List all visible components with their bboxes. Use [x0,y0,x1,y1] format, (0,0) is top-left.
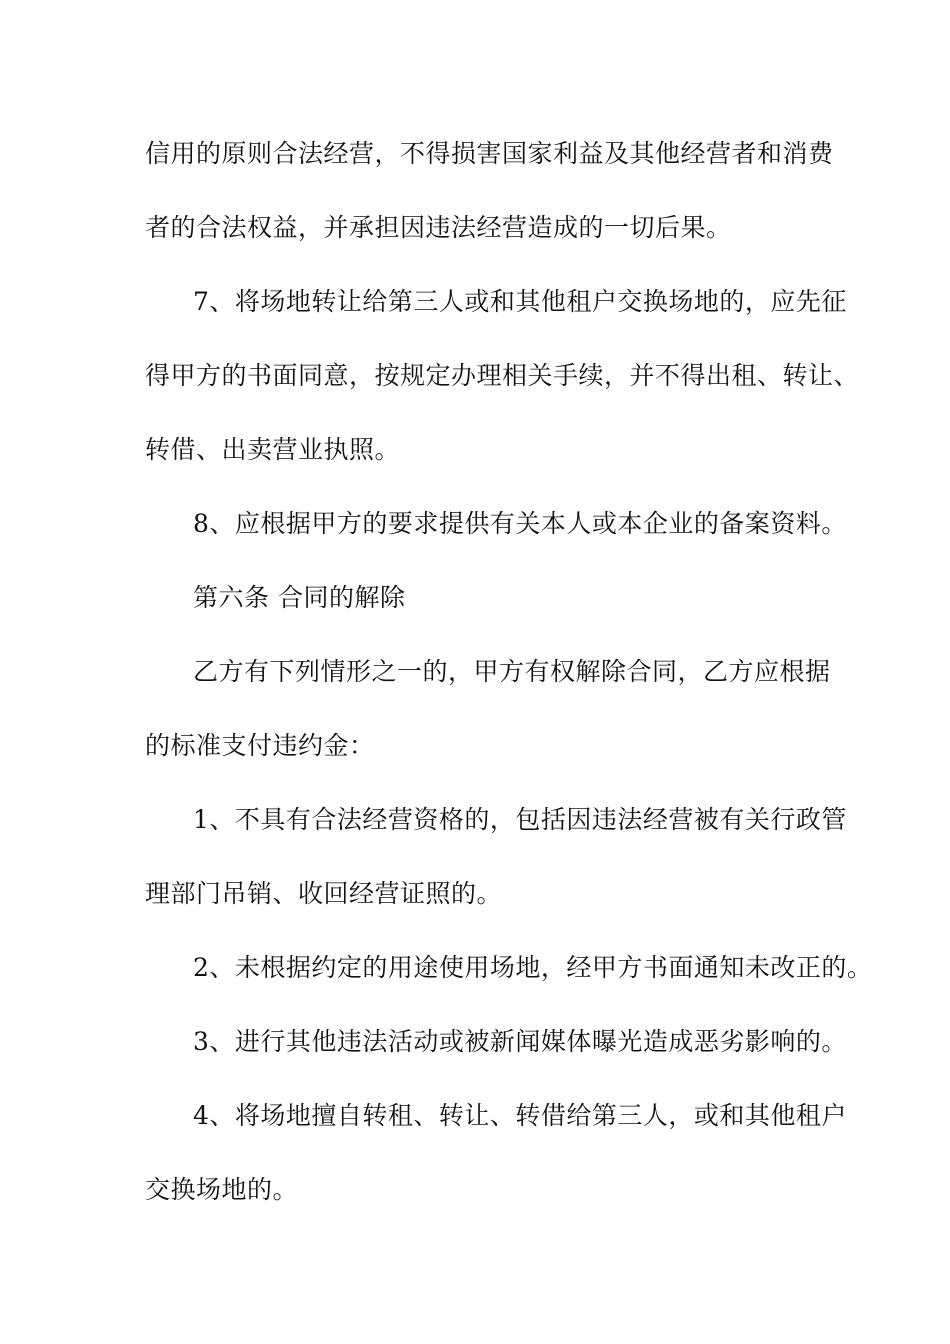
paragraph-line: 者的合法权益，并承担因违法经营造成的一切后果。 [145,213,732,242]
paragraph-line: 的标准支付违约金： [145,731,375,760]
paragraph-line: 4、将场地擅自转租、转让、转借给第三人，或和其他租户 [193,1101,847,1130]
paragraph-line: 2、未根据约定的用途使用场地，经甲方书面通知未改正的。 [193,953,873,982]
paragraph-line: 1、不具有合法经营资格的，包括因违法经营被有关行政管 [193,805,847,834]
paragraph-line: 转借、出卖营业执照。 [145,435,401,464]
paragraph-line: 理部门吊销、收回经营证照的。 [145,879,503,908]
paragraph-line: 8、应根据甲方的要求提供有关本人或本企业的备案资料。 [193,509,847,538]
paragraph-line: 交换场地的。 [145,1175,299,1204]
paragraph-line: 信用的原则合法经营，不得损害国家利益及其他经营者和消费 [145,139,834,168]
paragraph-line: 7、将场地转让给第三人或和其他租户交换场地的，应先征 [193,287,847,316]
paragraph-line: 乙方有下列情形之一的，甲方有权解除合同，乙方应根据 [193,657,831,686]
section-heading: 第六条 合同的解除 [193,583,406,612]
paragraph-line: 得甲方的书面同意，按规定办理相关手续，并不得出租、转让、 [145,361,860,390]
paragraph-line: 3、进行其他违法活动或被新闻媒体曝光造成恶劣影响的。 [193,1027,847,1056]
